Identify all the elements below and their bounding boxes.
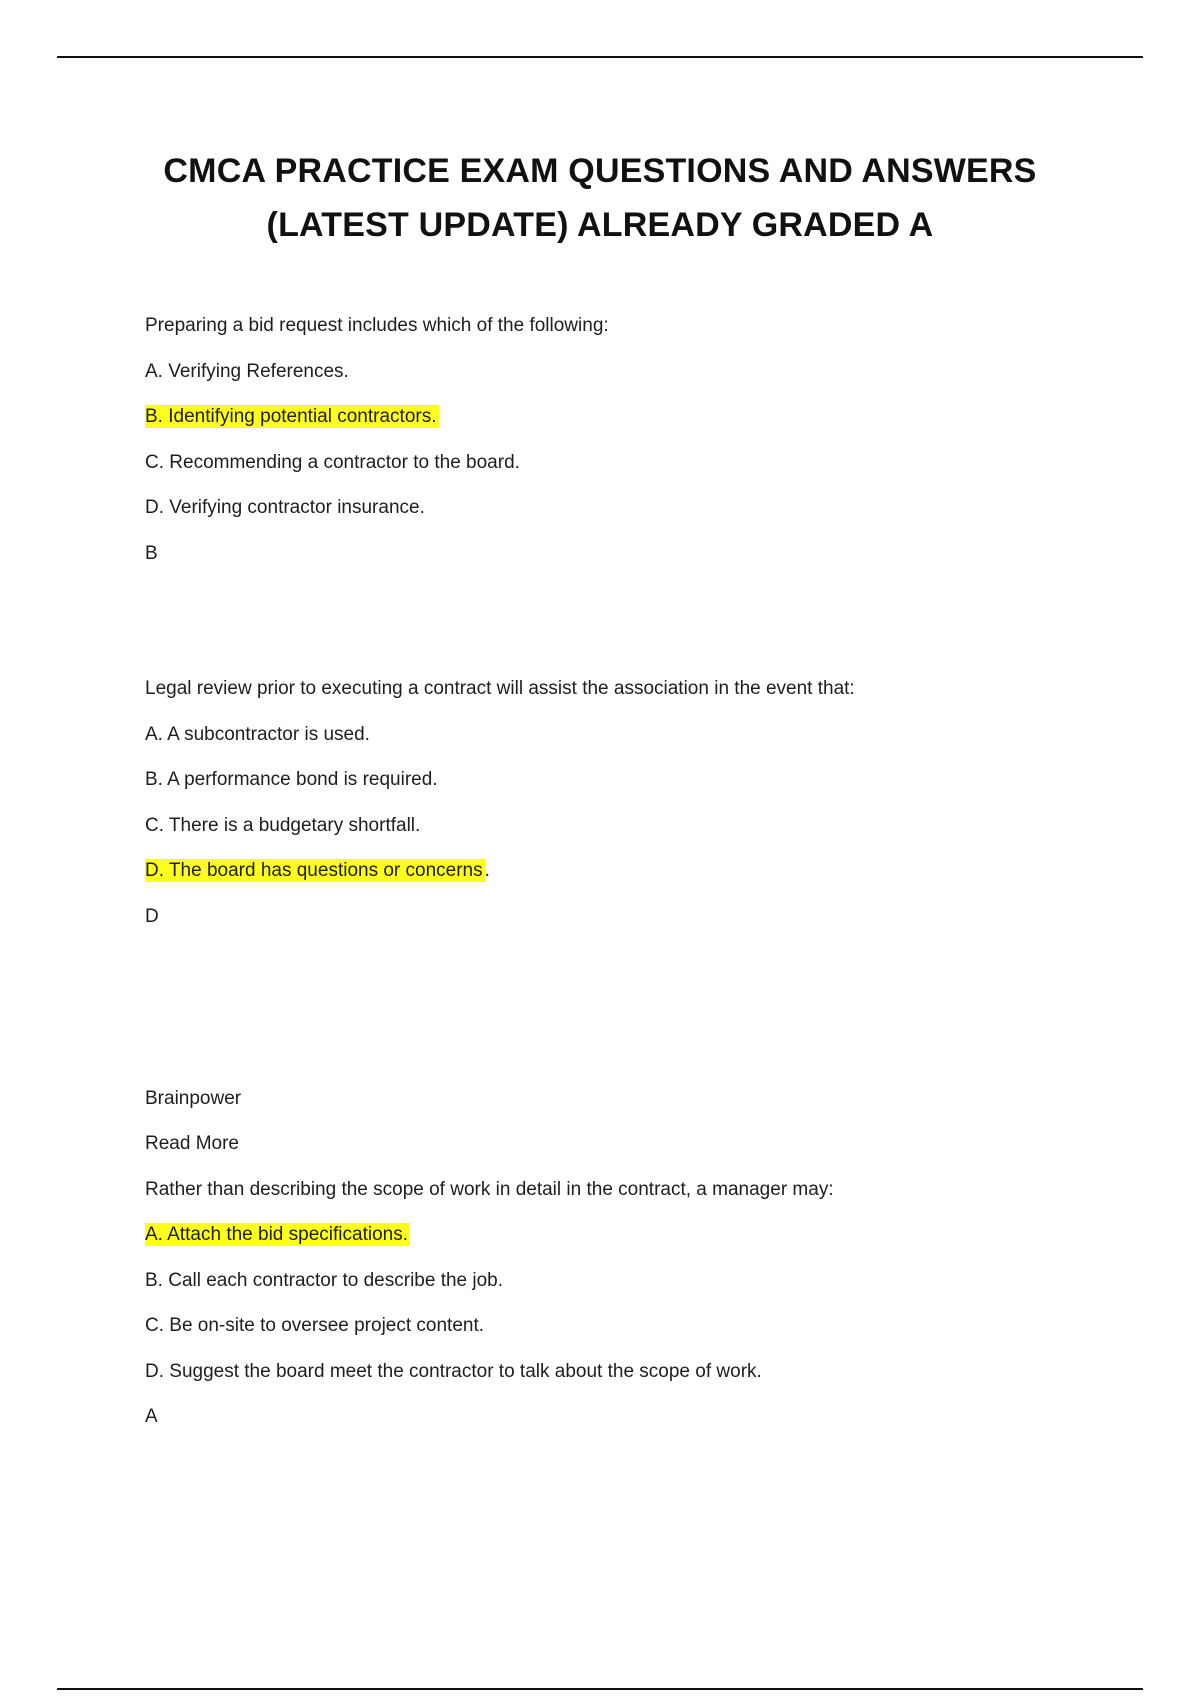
question-3-answer: A xyxy=(145,1406,158,1427)
question-3-option-a xyxy=(145,1223,410,1247)
brainpower-label: Brainpower xyxy=(145,1088,242,1109)
question-3-option-c: C. Be on-site to oversee project content. xyxy=(145,1315,485,1336)
bottom-rule xyxy=(57,1688,1143,1690)
read-more-link[interactable]: Read More xyxy=(145,1133,239,1154)
question-2-option-b: B. A performance bond is required. xyxy=(145,769,438,790)
question-3-option-b: B. Call each contractor to describe the job. xyxy=(145,1270,504,1291)
question-1-option-a: A. Verifying References. xyxy=(145,361,349,382)
question-1-answer: B xyxy=(145,543,158,564)
question-1-option-b xyxy=(145,405,439,429)
question-3-option-d: D. Suggest the board meet the contractor to talk about the scope of work. xyxy=(145,1361,762,1382)
title-line-2: (LATEST UPDATE) ALREADY GRADED A xyxy=(266,206,934,244)
question-2-option-c: C. There is a budgetary shortfall. xyxy=(145,815,421,836)
question-2-option-a: A. A subcontractor is used. xyxy=(145,724,370,745)
highlighted-answer: B. Identifying potential contractors. xyxy=(145,406,437,427)
highlighted-answer: A. Attach the bid specifications. xyxy=(145,1224,408,1245)
question-2-prompt: Legal review prior to executing a contract will assist the association in the event that: xyxy=(145,678,855,699)
title-line-1: CMCA PRACTICE EXAM QUESTIONS AND ANSWERS xyxy=(163,152,1037,190)
question-1-option-d: D. Verifying contractor insurance. xyxy=(145,497,425,518)
top-rule xyxy=(57,56,1143,58)
question-1-prompt: Preparing a bid request includes which of the following: xyxy=(145,315,609,336)
question-2-answer: D xyxy=(145,906,159,927)
option-d-period: . xyxy=(484,860,490,881)
document-title xyxy=(0,144,1200,252)
highlighted-answer: D. The board has questions or concerns xyxy=(145,860,483,881)
question-1-option-c: C. Recommending a contractor to the board. xyxy=(145,452,520,473)
question-2-option-d xyxy=(145,859,490,883)
question-3-prompt: Rather than describing the scope of work in detail in the contract, a manager may: xyxy=(145,1179,834,1200)
